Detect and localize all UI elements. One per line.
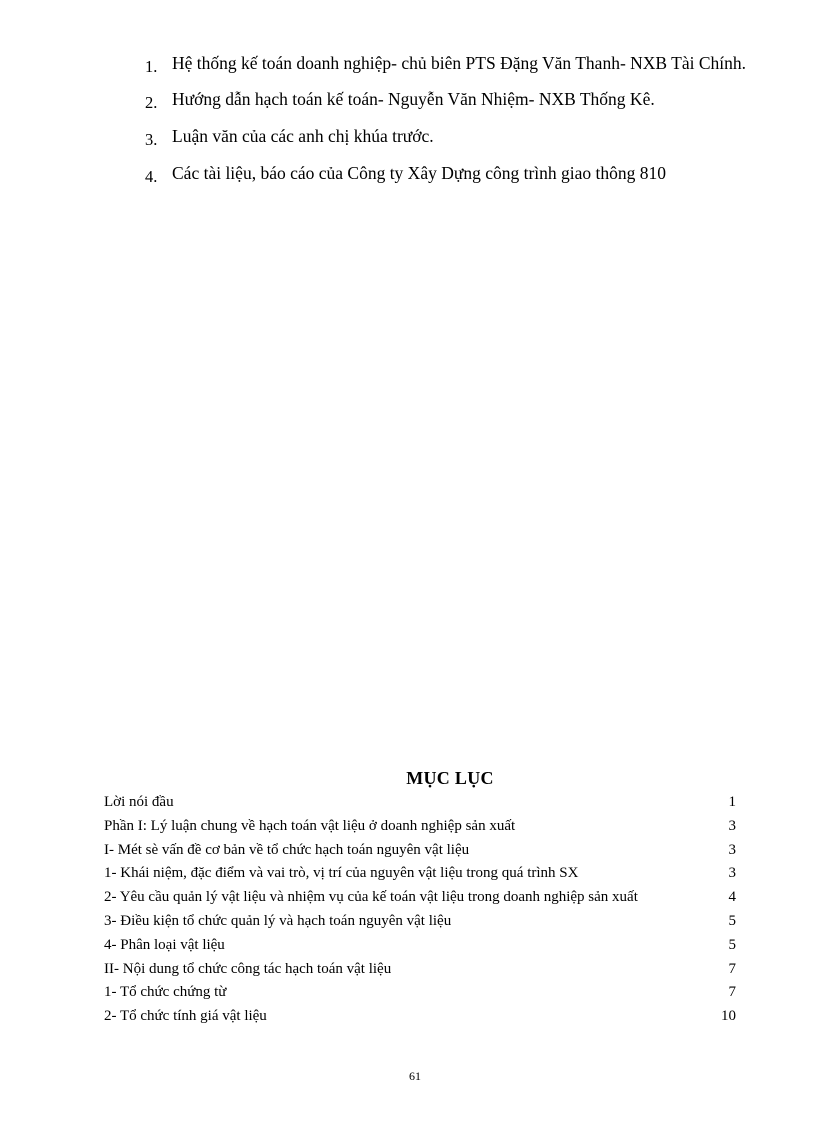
reference-number: 3. bbox=[145, 130, 158, 149]
toc-entry bbox=[104, 981, 744, 1005]
toc-entry-text: II- Nội dung tổ chức công tác hạch toán vật liệu bbox=[104, 960, 392, 977]
toc-entry-text: Lời nói đầu bbox=[104, 794, 174, 810]
toc-entry-text: I- Mét sè vấn đề cơ bản về tổ chức hạch toán nguyên vật liệu bbox=[104, 841, 470, 858]
toc-entry bbox=[104, 886, 744, 910]
toc-entry-page: 10 bbox=[721, 1008, 736, 1025]
toc-entry-text: 4- Phân loại vật liệu bbox=[104, 936, 225, 953]
table-of-contents bbox=[104, 791, 744, 1029]
toc-entry-page: 3 bbox=[728, 865, 736, 882]
toc-entry-text: 2- Tổ chức tính giá vật liệu bbox=[104, 1008, 267, 1025]
toc-entry-text: 2- Yêu cầu quản lý vật liệu và nhiệm vụ của kế toán vật liệu trong doanh nghiệp sản xuất bbox=[104, 889, 638, 906]
toc-entry bbox=[104, 958, 744, 982]
toc-entry-text: 1- Tổ chức chứng từ bbox=[104, 984, 227, 1001]
toc-entry bbox=[104, 1005, 744, 1029]
reference-number: 2. bbox=[145, 93, 158, 112]
reference-text: Luận văn của các anh chị khúa trước. bbox=[172, 126, 434, 146]
reference-list bbox=[145, 50, 757, 197]
reference-text: Các tài liệu, báo cáo của Công ty Xây Dựng công trình giao thông 810 bbox=[172, 163, 667, 183]
reference-text: Hướng dẫn hạch toán kế toán- Nguyễn Văn Nhiệm- NXB Thống Kê. bbox=[172, 89, 655, 109]
toc-entry-page: 1 bbox=[728, 794, 736, 810]
page-footer bbox=[0, 1068, 816, 1084]
toc-entry-text: 1- Khái niệm, đặc điểm và vai trò, vị trí của nguyên vật liệu trong quá trình SX bbox=[104, 865, 579, 882]
reference-item bbox=[145, 50, 757, 76]
reference-item bbox=[145, 160, 757, 186]
toc-title-block bbox=[0, 766, 816, 790]
toc-title: MỤC LỤC bbox=[406, 768, 494, 788]
reference-item bbox=[145, 86, 757, 112]
toc-entry bbox=[104, 910, 744, 934]
toc-entry bbox=[104, 934, 744, 958]
toc-entry bbox=[104, 791, 744, 815]
reference-item bbox=[145, 123, 757, 149]
reference-text: Hệ thống kế toán doanh nghiệp- chủ biên PTS Đặng Văn Thanh- NXB Tài Chính. bbox=[172, 53, 747, 73]
toc-entry-page: 3 bbox=[728, 817, 736, 834]
page-number: 61 bbox=[409, 1069, 421, 1083]
toc-entry-page: 5 bbox=[728, 936, 736, 953]
toc-entry bbox=[104, 815, 744, 839]
toc-entry bbox=[104, 862, 744, 886]
toc-entry-text: Phần I: Lý luận chung về hạch toán vật liệu ở doanh nghiệp sản xuất bbox=[104, 817, 516, 834]
toc-entry-text: 3- Điều kiện tổ chức quản lý và hạch toán nguyên vật liệu bbox=[104, 912, 452, 929]
reference-number: 4. bbox=[145, 167, 158, 186]
reference-number: 1. bbox=[145, 57, 158, 76]
toc-entry-page: 7 bbox=[728, 984, 736, 1001]
toc-entry bbox=[104, 839, 744, 863]
toc-entry-page: 5 bbox=[728, 912, 736, 929]
toc-entry-page: 4 bbox=[728, 889, 736, 906]
toc-entry-page: 7 bbox=[728, 960, 736, 977]
toc-entry-page: 3 bbox=[728, 841, 736, 858]
